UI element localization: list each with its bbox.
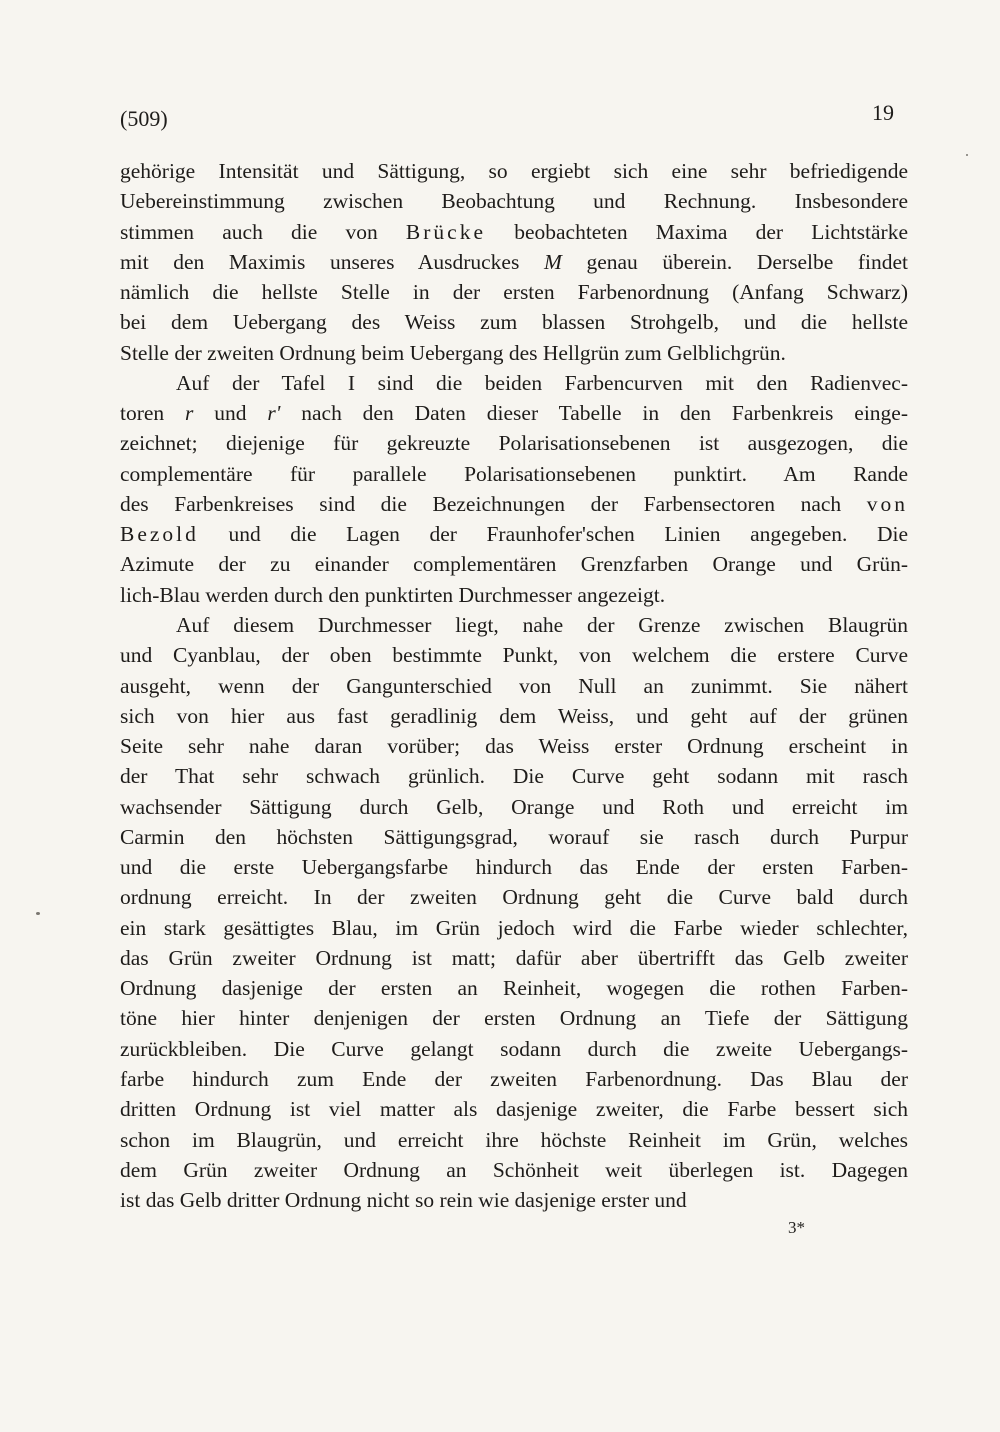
page-reference: (509) [120, 106, 168, 131]
text-segment: schon im Blaugrün, und erreicht ihre höchste Reinheit im Grün, welches [120, 1127, 908, 1152]
spaced-name: von [866, 491, 908, 516]
text-segment: toren [120, 401, 186, 426]
text-segment: und die erste Uebergangsfarbe hindurch das Ende der ersten Farben- [120, 855, 908, 880]
text-line [120, 428, 908, 458]
signature-mark: 3* [788, 1218, 805, 1237]
text-segment: mit den Maximis unseres Ausdruckes [120, 249, 544, 274]
text-segment: nämlich die hellste Stelle in der ersten Farbenordnung (Anfang Schwarz) [120, 280, 908, 305]
text-line [120, 792, 908, 822]
text-line [120, 822, 908, 852]
text-line [120, 307, 908, 337]
text-segment: und die Lagen der Fraunhofer'schen Linien angegeben. Die [198, 522, 908, 547]
text-segment: Auf diesem Durchmesser liegt, nahe der Grenze zwischen Blaugrün [176, 612, 908, 637]
text-line [120, 913, 908, 943]
paragraph [120, 610, 908, 1215]
text-line [120, 731, 908, 761]
text-segment: Ordnung dasjenige der ersten an Reinheit, wogegen die rothen Farben- [120, 976, 908, 1001]
text-line [120, 217, 908, 247]
spaced-name: Brücke [405, 219, 487, 244]
text-segment: stimmen auch die von [120, 219, 406, 244]
text-segment: der That sehr schwach grünlich. Die Curve geht sodann mit rasch [120, 764, 908, 789]
text-line [120, 549, 908, 579]
text-segment: zurückbleiben. Die Curve gelangt sodann durch die zweite Uebergangs- [120, 1036, 908, 1061]
text-segment: farbe hindurch zum Ende der zweiten Farbenordnung. Das Blau der [120, 1066, 908, 1091]
text-line [120, 610, 908, 640]
text-segment: wachsender Sättigung durch Gelb, Orange und Roth und erreicht im [120, 794, 908, 819]
text-segment: Azimute der zu einander complementären Grenzfarben Orange und Grün- [120, 552, 908, 577]
text-segment: lich-Blau werden durch den punktirten Durchmesser angezeigt. [120, 582, 666, 607]
text-segment: Seite sehr nahe daran vorüber; das Weiss erster Ordnung erscheint in [120, 734, 908, 759]
text-line [120, 1034, 908, 1064]
text-segment: Stelle der zweiten Ordnung beim Uebergang des Hellgrün zum Gelblichgrün. [120, 340, 786, 365]
text-line [120, 580, 908, 610]
text-segment: genau überein. Derselbe findet [561, 249, 908, 274]
spaced-name: Bezold [120, 522, 199, 547]
text-segment: complementäre für parallele Polarisationsebenen punktirt. Am Rande [120, 461, 908, 486]
text-line [120, 1064, 908, 1094]
text-segment: gehörige Intensität und Sättigung, so ergiebt sich eine sehr befriedigende [120, 159, 908, 183]
text-line [120, 1125, 908, 1155]
body-text [120, 156, 908, 1215]
page-number: 19 [872, 100, 894, 125]
print-speck [966, 154, 968, 156]
text-line [120, 398, 908, 428]
text-segment: bei dem Uebergang des Weiss zum blassen Strohgelb, und die hellste [120, 310, 908, 335]
italic-symbol: r [185, 401, 194, 426]
italic-symbol: r' [267, 401, 281, 426]
text-line [120, 277, 908, 307]
paragraph [120, 156, 908, 368]
text-segment: das Grün zweiter Ordnung ist matt; dafür aber übertrifft das Gelb zweiter [120, 945, 908, 970]
text-segment: Auf der Tafel I sind die beiden Farbencurven mit den Radienvec- [176, 370, 908, 395]
text-line [120, 156, 908, 186]
text-segment: dem Grün zweiter Ordnung an Schönheit weit überlegen ist. Dagegen [120, 1157, 908, 1182]
text-segment: und Cyanblau, der oben bestimmte Punkt, von welchem die erstere Curve [120, 643, 908, 668]
text-segment: ordnung erreicht. In der zweiten Ordnung geht die Curve bald durch [120, 885, 908, 910]
text-segment: ein stark gesättigtes Blau, im Grün jedoch wird die Farbe wieder schlechter, [120, 915, 908, 940]
text-line [120, 1155, 908, 1185]
text-line [120, 701, 908, 731]
text-segment: und [193, 401, 268, 426]
text-segment: zeichnet; diejenige für gekreuzte Polarisationsebenen ist ausgezogen, die [120, 431, 908, 456]
text-line [120, 186, 908, 216]
text-segment: dritten Ordnung ist viel matter als dasjenige zweiter, die Farbe bessert sich [120, 1097, 908, 1122]
text-line [120, 943, 908, 973]
text-segment: des Farbenkreises sind die Bezeichnungen der Farbensectoren nach [120, 491, 867, 516]
print-speck [36, 912, 40, 915]
text-line [120, 1003, 908, 1033]
text-line [120, 489, 908, 519]
text-line [120, 459, 908, 489]
text-segment: töne hier hinter denjenigen der ersten Ordnung an Tiefe der Sättigung [120, 1006, 908, 1031]
text-line [120, 882, 908, 912]
text-line [120, 368, 908, 398]
text-line [120, 671, 908, 701]
italic-symbol: M [543, 249, 562, 274]
paragraph [120, 368, 908, 610]
text-segment: Carmin den höchsten Sättigungsgrad, worauf sie rasch durch Purpur [120, 824, 908, 849]
text-segment: beobachteten Maxima der Lichtstärke [486, 219, 908, 244]
text-line [120, 247, 908, 277]
text-segment: ist das Gelb dritter Ordnung nicht so rein wie dasjenige erster und [120, 1188, 687, 1213]
text-line [120, 1094, 908, 1124]
text-line [120, 519, 908, 549]
text-line [120, 1185, 908, 1215]
text-segment: nach den Daten dieser Tabelle in den Farbenkreis einge- [280, 401, 908, 426]
text-segment: ausgeht, wenn der Gangunterschied von Null an zunimmt. Sie nähert [120, 673, 908, 698]
text-line [120, 640, 908, 670]
text-segment: sich von hier aus fast geradlinig dem Weiss, und geht auf der grünen [120, 703, 908, 728]
text-line [120, 973, 908, 1003]
text-line [120, 761, 908, 791]
page-header [120, 100, 896, 136]
text-line [120, 852, 908, 882]
text-segment: Uebereinstimmung zwischen Beobachtung und Rechnung. Insbesondere [120, 189, 908, 214]
text-line [120, 338, 908, 368]
